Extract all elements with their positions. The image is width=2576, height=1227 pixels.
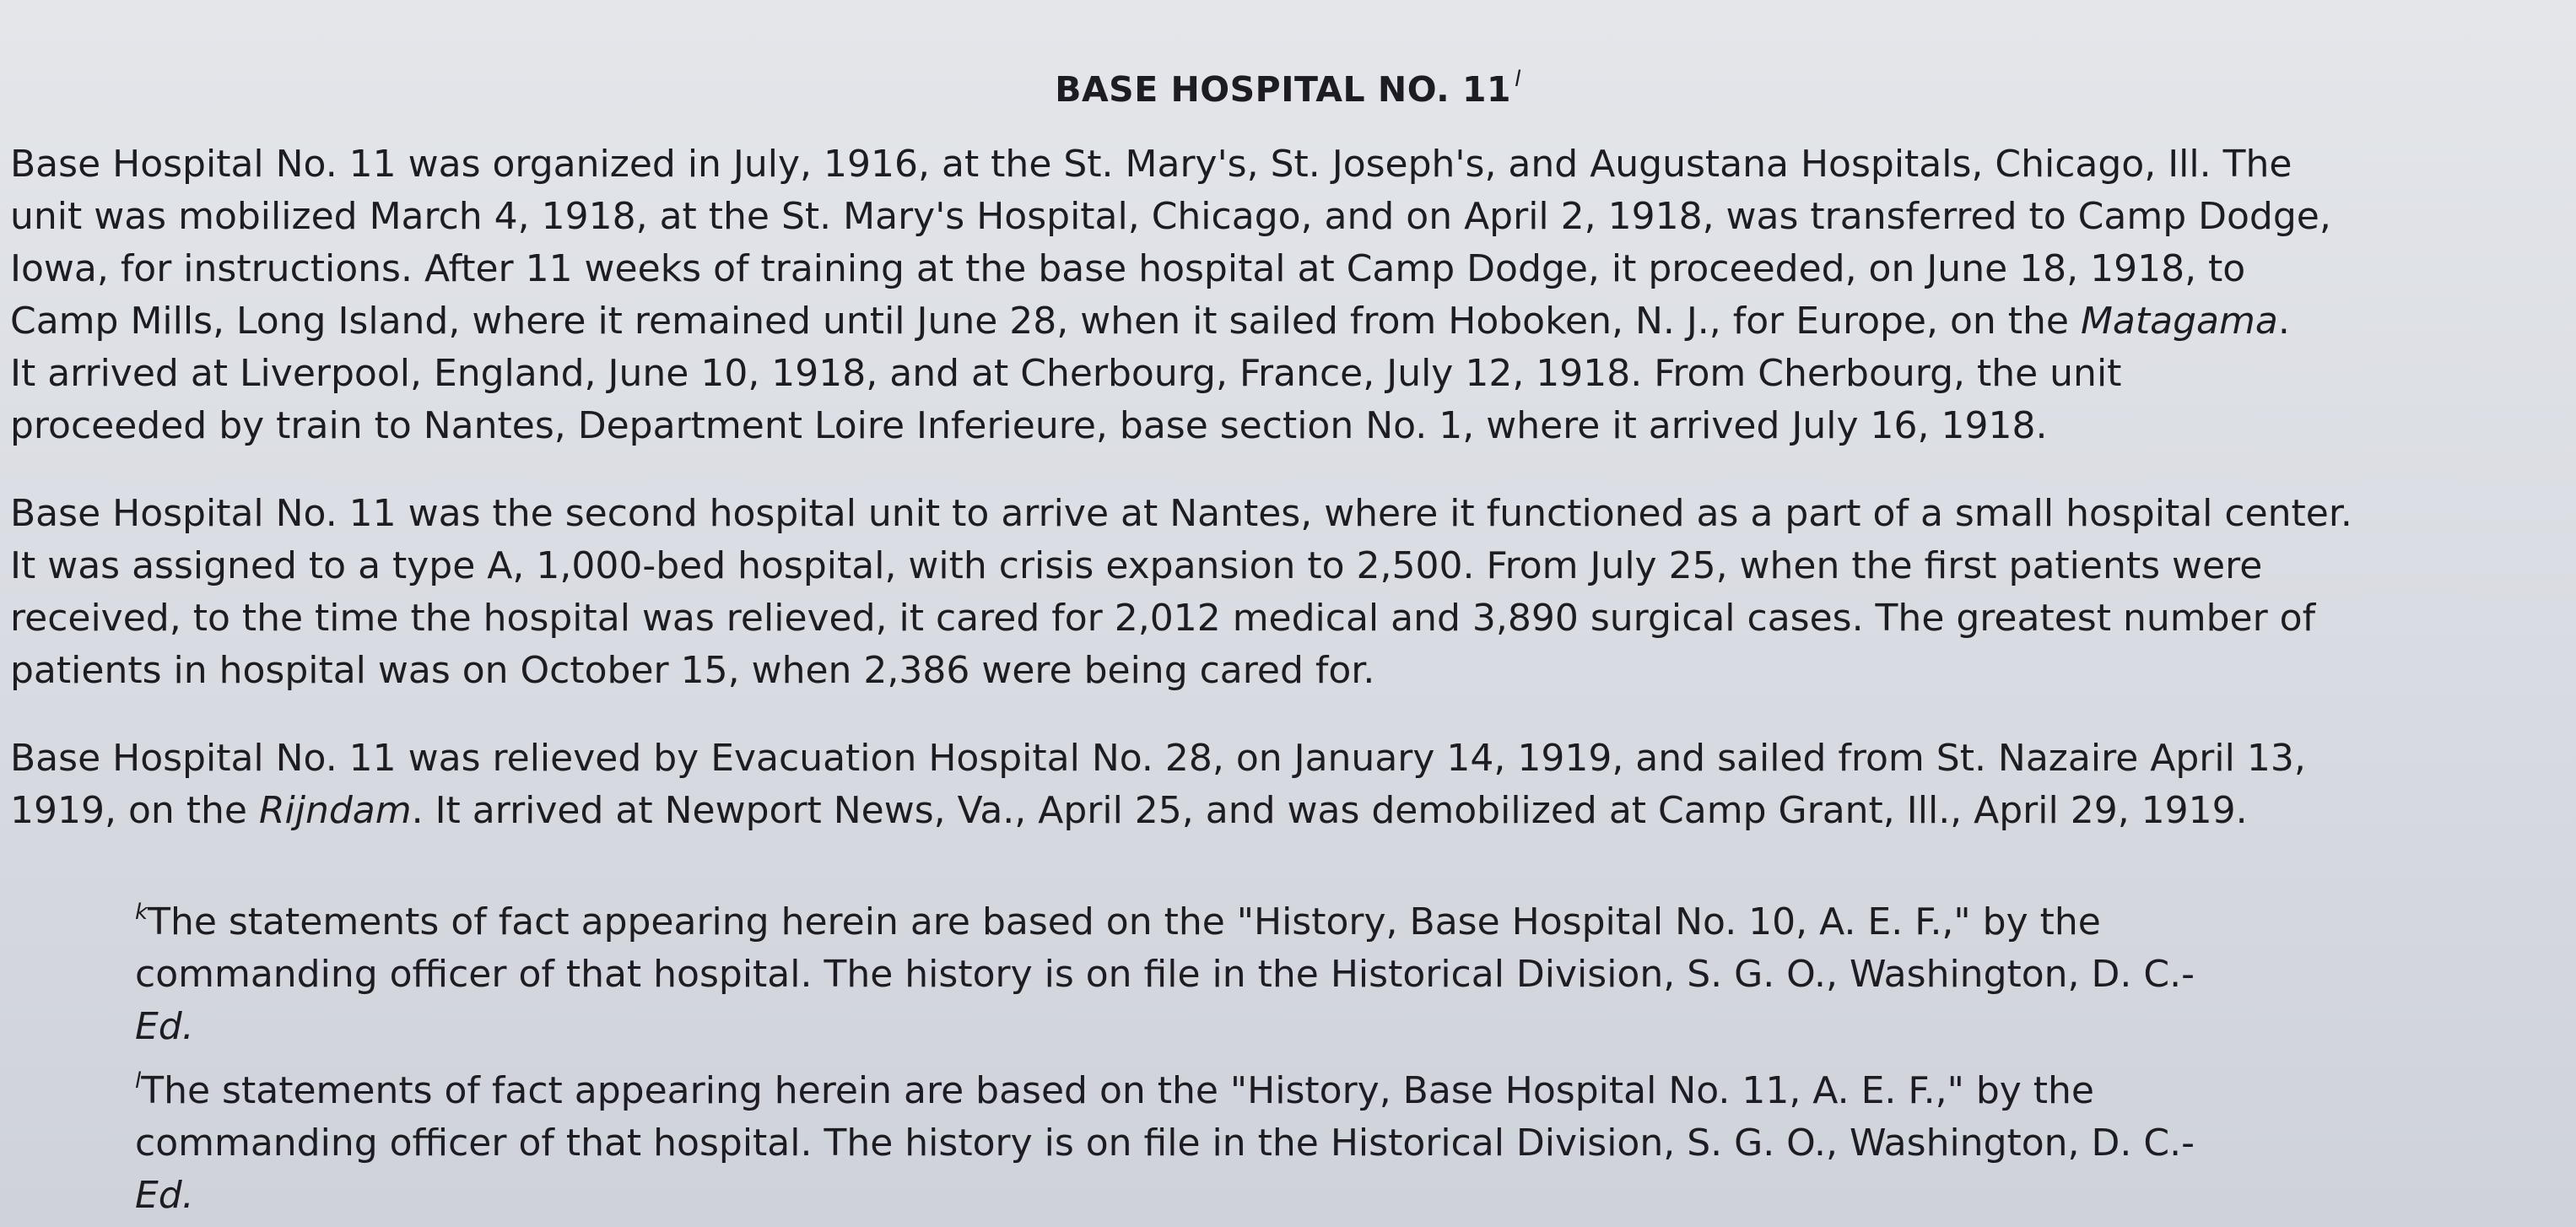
footnote-line: commanding officer of that hospital. The history is on file in the Historical Division, S. G. O., Washington, D. C.- [135, 1122, 2195, 1165]
title-text: BASE HOSPITAL NO. 11 [1055, 69, 1512, 110]
title-footnote-mark: l [1515, 67, 1521, 92]
line-end: . [2277, 300, 2290, 343]
footnote-line [135, 1055, 2498, 1117]
footnote-l [135, 1055, 2498, 1222]
footnote-mark: k [135, 900, 149, 925]
paragraph-line: Iowa, for instructions. After 11 weeks of training at the base hospital at Camp Dodge, it proceeded, on June 18, 1918, to [10, 247, 2246, 290]
paragraph-line: It was assigned to a type A, 1,000-bed hospital, with crisis expansion to 2,500. From July 25, when the first patients were [10, 544, 2263, 587]
paragraph-line: Base Hospital No. 11 was relieved by Evacuation Hospital No. 28, on January 14, 1919, and sailed from St. Nazaire April 13, [10, 737, 2306, 780]
paragraph-nantes [10, 488, 2558, 697]
footnote-line [135, 886, 2498, 949]
ship-name: Matagama [2080, 300, 2278, 343]
line-text: . It arrived at Newport News, Va., April 25, and was demobilized at Camp Grant, Ill., April 29, 1919. [411, 789, 2248, 832]
footnote-mark: l [135, 1068, 142, 1094]
footnote-signature: Ed. [135, 1005, 194, 1048]
paragraph-line: It arrived at Liverpool, England, June 10, 1918, and at Cherbourg, France, July 12, 1918. From Cherbourg, the unit [10, 352, 2122, 395]
paragraph-line: proceeded by train to Nantes, Department Loire Inferieure, base section No. 1, where it arrived July 16, 1918. [10, 404, 2048, 447]
paragraph-demobilization [10, 732, 2558, 837]
footnote-line: commanding officer of that hospital. The history is on file in the Historical Division, S. G. O., Washington, D. C.- [135, 953, 2195, 996]
paragraph-line: received, to the time the hospital was relieved, it cared for 2,012 medical and 3,890 surgical cases. The greatest number of [10, 597, 2316, 640]
line-text: Camp Mills, Long Island, where it remained until June 28, when it sailed from Hoboken, N. J., for Europe, on the [10, 300, 2081, 343]
line-text: 1919, on the [10, 789, 259, 832]
footnote-text: The statements of fact appearing herein are based on the "History, Base Hospital No. 11, A. E. F.," by the [141, 1069, 2094, 1112]
paragraph-line: patients in hospital was on October 15, when 2,386 were being cared for. [10, 649, 1375, 692]
paragraph-line: unit was mobilized March 4, 1918, at the St. Mary's Hospital, Chicago, and on April 2, 1918, was transferred to Camp Dodge, [10, 195, 2331, 238]
paragraph-line [10, 785, 2558, 837]
paragraph-line: Base Hospital No. 11 was the second hospital unit to arrive at Nantes, where it functioned as a part of a small hospital center. [10, 492, 2352, 535]
paragraph-line [10, 295, 2558, 348]
footnote-text: The statements of fact appearing herein are based on the "History, Base Hospital No. 10, A. E. F.," by the [148, 900, 2101, 943]
footnote-line [135, 1170, 2498, 1222]
page-title [0, 54, 2576, 115]
footnote-signature: Ed. [135, 1174, 194, 1217]
paragraph-line: Base Hospital No. 11 was organized in July, 1916, at the St. Mary's, St. Joseph's, and Augustana Hospitals, Chicago, Ill. The [10, 143, 2292, 186]
footnote-k [135, 886, 2498, 1053]
paragraph-organization [10, 138, 2558, 452]
ship-name: Rijndam [258, 789, 412, 832]
footnote-line [135, 1001, 2498, 1053]
